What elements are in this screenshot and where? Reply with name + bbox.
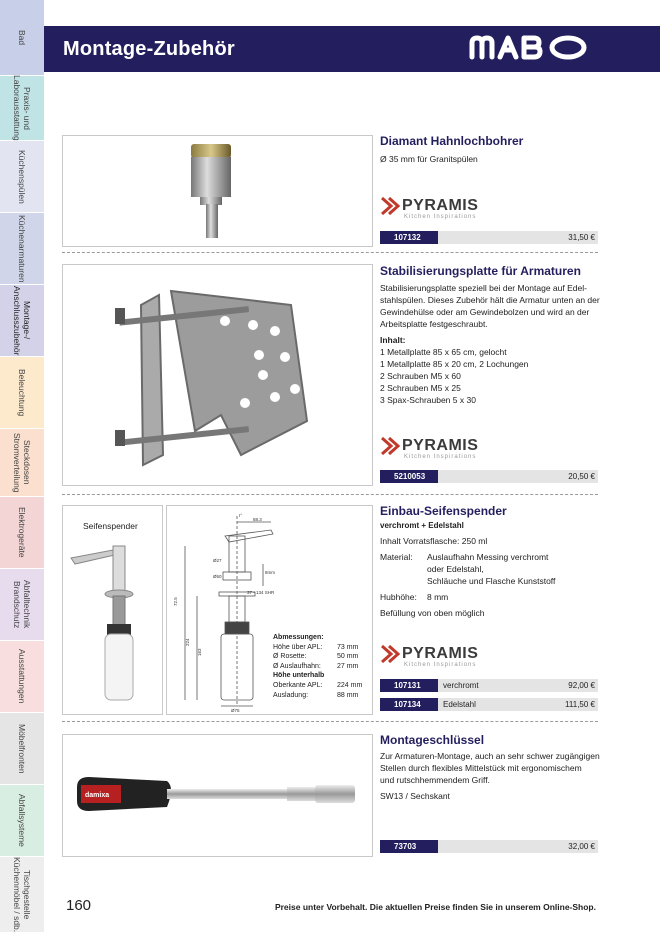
category-sidebar: [0, 0, 44, 933]
material-value: [427, 551, 555, 587]
soap-dispenser-image: [63, 506, 162, 714]
divider: [62, 494, 598, 495]
dimension-row: [273, 691, 369, 701]
pyramis-icon: [380, 436, 402, 456]
price: 20,50 €: [568, 472, 595, 481]
description-line: und rutschhemmendem Griff.: [380, 775, 490, 785]
dimension-label: Oberkante APL:: [273, 681, 323, 689]
product-image-drill-bit: [62, 135, 373, 247]
material-label: Material:: [380, 552, 413, 562]
sidebar-tab[interactable]: [0, 76, 44, 141]
mabo-logo-mark: [468, 33, 598, 61]
article-number: 73703: [380, 840, 438, 853]
price-disclaimer: Preise unter Vorbehalt. Die aktuellen Preise finden Sie in unserem Online-Shop.: [274, 902, 596, 912]
stabilizer-plate-image: [63, 265, 372, 485]
product-image-soap-dispenser: [62, 505, 163, 715]
drawing-label: 224: [185, 638, 190, 646]
drawing-label: 72.5: [173, 597, 178, 606]
drawing-label: 37 - 134 SHR: [247, 590, 275, 595]
dimension-value: 27 mm: [337, 662, 359, 670]
description-line: Stabilisierungsplatte speziell bei der Montage auf Edel-: [380, 283, 587, 293]
brand-name: PYRAMIS: [402, 645, 479, 662]
price: 32,00 €: [568, 842, 595, 851]
article-number: 107132: [380, 231, 438, 244]
material-line: oder Edelstahl,: [427, 564, 484, 574]
contents-item: 1 Metallplatte 85 x 65 cm, gelocht: [380, 347, 507, 357]
dimensions-table: [273, 633, 369, 700]
pyramis-brand-logo: [380, 196, 478, 220]
brand-tagline: Kitchen Inspirations: [404, 662, 477, 668]
mabo-logo: [468, 33, 598, 66]
technical-drawing: [166, 505, 373, 715]
product-subtitle: verchromt + Edelstahl: [380, 521, 464, 530]
dimension-row: [273, 681, 369, 691]
sidebar-tab[interactable]: [0, 713, 44, 785]
product-image-stabilizer-plate: [62, 264, 373, 486]
pyramis-brand-logo: [380, 436, 478, 460]
description-line: stahlspülen. Dieses Zubehör hält die Armatur unten an der: [380, 295, 600, 305]
capacity: Inhalt Vorratsflasche: 250 ml: [380, 536, 488, 546]
fill-note: Befüllung von oben möglich: [380, 608, 485, 618]
sidebar-tab-label: Montage-/ Anschlusszubehör: [12, 285, 32, 356]
brand-tagline: Kitchen Inspirations: [404, 454, 477, 460]
height-label: Hubhöhe:: [380, 592, 417, 602]
sidebar-tab[interactable]: [0, 0, 44, 76]
drawing-label: 163: [197, 648, 202, 656]
handle-brand: damixa: [85, 792, 110, 799]
dimension-row: [273, 643, 369, 653]
dimensions-title: Abmessungen:: [273, 634, 324, 641]
contents-item: 2 Schrauben M5 x 25: [380, 383, 461, 393]
sidebar-tab[interactable]: [0, 641, 44, 713]
height-value: 8 mm: [427, 592, 449, 602]
pyramis-icon: [380, 644, 402, 664]
mounting-wrench-image: [63, 735, 372, 856]
article-number: 5210053: [380, 470, 438, 483]
dimension-value: 224 mm: [337, 681, 363, 689]
spec: SW13 / Sechskant: [380, 791, 450, 801]
sidebar-tab-label: Möbelfronten: [17, 723, 27, 774]
dimension-row: [273, 652, 369, 662]
description-line: Stellen durch flexibles Mittelstück mit ergonomischem: [380, 763, 582, 773]
material-row: [380, 551, 602, 587]
sidebar-tab-label: Abfalltechnik Brandschutz: [12, 580, 32, 629]
contents-title: Inhalt:: [380, 335, 406, 345]
height-row: [380, 591, 602, 603]
sidebar-tab-label: Praxis- und Laborausstattung: [12, 75, 32, 141]
product-description: Ø 35 mm für Granitspülen: [380, 154, 478, 164]
product-name: Stabilisierungsplatte für Armaturen: [380, 264, 581, 278]
brand-name: PYRAMIS: [402, 437, 479, 454]
dimension-label: Höhe über APL:: [273, 643, 323, 651]
article-number: 107131: [380, 679, 438, 692]
variant-name: Edelstahl: [443, 700, 476, 709]
sidebar-tab-label: Tischgestelle Küchenmöbel / sdb.: [12, 856, 32, 933]
drawing-label: 88.3: [253, 517, 262, 522]
dimension-row: [273, 671, 369, 681]
price: 92,00 €: [568, 681, 595, 690]
product-image-wrench: [62, 734, 373, 857]
sidebar-tab[interactable]: [0, 285, 44, 357]
sidebar-tab-label: Abfallsysteme: [17, 794, 27, 847]
product-name: Montageschlüssel: [380, 733, 485, 747]
description-line: Gewindehülse oder am Gewindebolzen und wird an der: [380, 307, 590, 317]
product-name: Einbau-Seifenspender: [380, 504, 507, 518]
sidebar-tab-label: Küchenspülen: [17, 149, 27, 204]
sidebar-tab[interactable]: [0, 569, 44, 641]
sidebar-tab-label: Elektrogeräte: [17, 507, 27, 558]
contents-item: 1 Metallplatte 85 x 20 cm, 2 Lochungen: [380, 359, 529, 369]
image-label: Seifenspender: [83, 521, 138, 531]
divider: [62, 721, 598, 722]
drawing-label: 8mm: [265, 570, 275, 575]
page-title: Montage-Zubehör: [63, 38, 235, 60]
material-line: Schläuche und Flasche Kunststoff: [427, 576, 556, 586]
material-line: Auslaufhahn Messing verchromt: [427, 552, 549, 562]
dimension-value: 73 mm: [337, 643, 359, 651]
sidebar-tab[interactable]: [0, 213, 44, 285]
product-description: [380, 282, 602, 406]
article-number: 107134: [380, 698, 438, 711]
contents-item: 2 Schrauben M5 x 60: [380, 371, 461, 381]
variant-name: verchromt: [443, 681, 479, 690]
sidebar-tab[interactable]: [0, 785, 44, 857]
drawing-label: Ø50: [213, 574, 222, 579]
sidebar-tab[interactable]: [0, 497, 44, 569]
sidebar-tab-label: Bad: [17, 29, 27, 46]
dimension-label: Höhe unterhalb: [273, 672, 325, 680]
sidebar-tab[interactable]: [0, 857, 44, 933]
sidebar-tab[interactable]: [0, 357, 44, 429]
divider: [62, 252, 598, 253]
brand-tagline: Kitchen Inspirations: [404, 214, 477, 220]
sidebar-tab-label: Beleuchtung: [17, 368, 27, 417]
diamond-drill-bit-image: [63, 136, 372, 246]
dimension-value: 88 mm: [337, 691, 359, 699]
page-number: 160: [66, 897, 92, 914]
product-details: [380, 520, 602, 619]
description-line: Arbeitsplatte festgeschraubt.: [380, 319, 488, 329]
price: 31,50 €: [568, 233, 595, 242]
sidebar-tab[interactable]: [0, 429, 44, 497]
product-name: Diamant Hahnlochbohrer: [380, 134, 524, 148]
dimension-label: Ausladung:: [273, 691, 309, 699]
drawing-label: Ø27: [213, 558, 222, 563]
description-line: Zur Armaturen-Montage, auch an sehr schwer zugängigen: [380, 751, 600, 761]
product-description: [380, 750, 602, 802]
dimension-value: 50 mm: [337, 653, 359, 661]
sidebar-tab-label: Steckdosen Stromverteilung: [12, 432, 32, 493]
dimension-label: Ø Rosette:: [273, 653, 307, 661]
dimension-row: [273, 662, 369, 672]
contents-item: 3 Spax-Schrauben 5 x 30: [380, 395, 476, 405]
sidebar-tab-label: Küchenarmaturen: [17, 214, 27, 283]
pyramis-icon: [380, 196, 402, 216]
dimension-label: Ø Auslaufhahn:: [273, 662, 321, 670]
price: 111,50 €: [565, 700, 595, 709]
drawing-label: I°: [239, 513, 243, 518]
sidebar-tab-label: Ausstattungen: [17, 649, 27, 704]
pyramis-brand-logo: [380, 644, 478, 668]
sidebar-tab[interactable]: [0, 141, 44, 213]
brand-name: PYRAMIS: [402, 197, 479, 214]
drawing-label: Ø75: [231, 708, 240, 713]
